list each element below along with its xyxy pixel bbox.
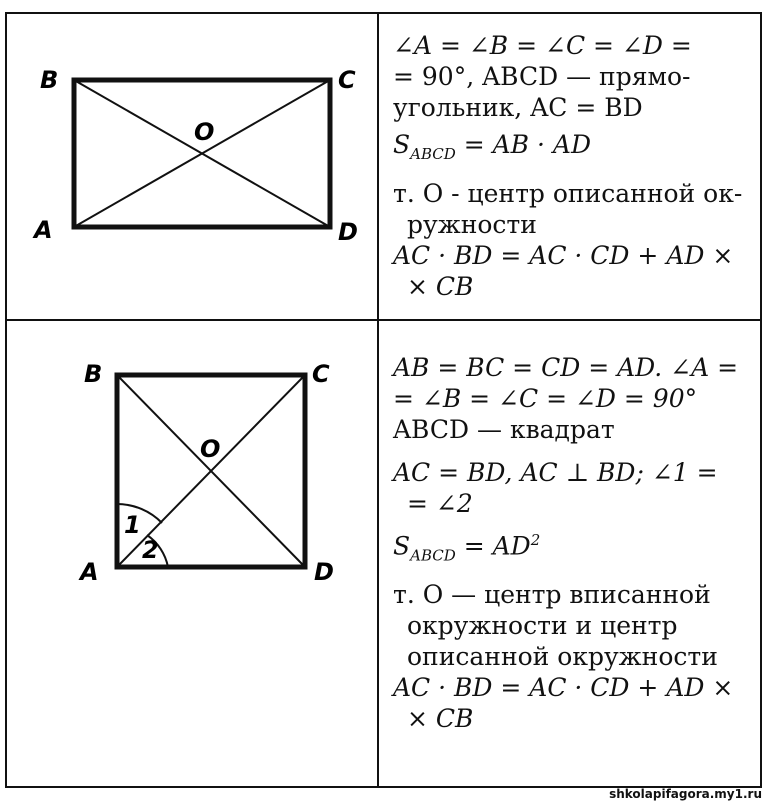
- sq-line-inscribed: окружности и центр: [407, 611, 678, 641]
- rect-line-ptolemy-cont: × CB: [407, 272, 474, 301]
- rect-label-d: D: [338, 218, 358, 246]
- sq-line-circumscribed: описанной окружности: [407, 642, 718, 672]
- rect-label-c: C: [338, 66, 356, 94]
- rect-label-a: A: [34, 216, 53, 244]
- sq-line-diagonals: AC = BD, AC ⊥ BD; ∠1 =: [393, 458, 718, 487]
- rectangle-figure: [0, 0, 380, 320]
- square-properties: [393, 352, 753, 734]
- square-label-b: B: [84, 360, 103, 388]
- rect-line-angles: ∠A = ∠B = ∠C = ∠D =: [393, 31, 692, 60]
- site-watermark: shkolapifagora.my1.ru: [609, 787, 762, 801]
- square-label-c: C: [312, 360, 330, 388]
- square-label-a: A: [80, 558, 99, 586]
- rect-line-90: = 90°, ABCD — прямо-: [393, 62, 691, 91]
- rectangle-properties: [393, 30, 753, 302]
- rect-label-b: B: [40, 66, 59, 94]
- rect-line-circle: ружности: [407, 210, 537, 239]
- square-label-o: O: [200, 435, 221, 463]
- angle-label-2: 2: [142, 536, 159, 564]
- sq-area-formula: $S_{ABCD} = AD^2$: [393, 531, 541, 565]
- sq-line-angle-eq: = ∠2: [407, 489, 473, 518]
- rect-line-center: т. O - центр описанной ок-: [393, 179, 743, 208]
- rect-area-formula: $S_{ABCD}$ = AB · AD: [393, 130, 591, 163]
- rect-label-o: O: [194, 118, 215, 146]
- sq-line-ptolemy: AC · BD = AC · CD + AD ×: [393, 673, 734, 703]
- angle-label-1: 1: [124, 511, 141, 539]
- sq-line-angles: = ∠B = ∠C = ∠D = 90°: [393, 384, 698, 413]
- square-figure: [0, 320, 380, 620]
- sq-line-name: ABCD — квадрат: [393, 415, 615, 444]
- rect-line-diagonals: угольник, AC = BD: [393, 93, 643, 122]
- rect-line-ptolemy: AC · BD = AC · CD + AD ×: [393, 241, 734, 270]
- sq-line-sides: AB = BC = CD = AD. ∠A =: [393, 353, 739, 382]
- sq-line-ptolemy-cont: × CB: [407, 704, 474, 734]
- sq-line-center: т. O — центр вписанной: [393, 580, 711, 610]
- square-label-d: D: [314, 558, 334, 586]
